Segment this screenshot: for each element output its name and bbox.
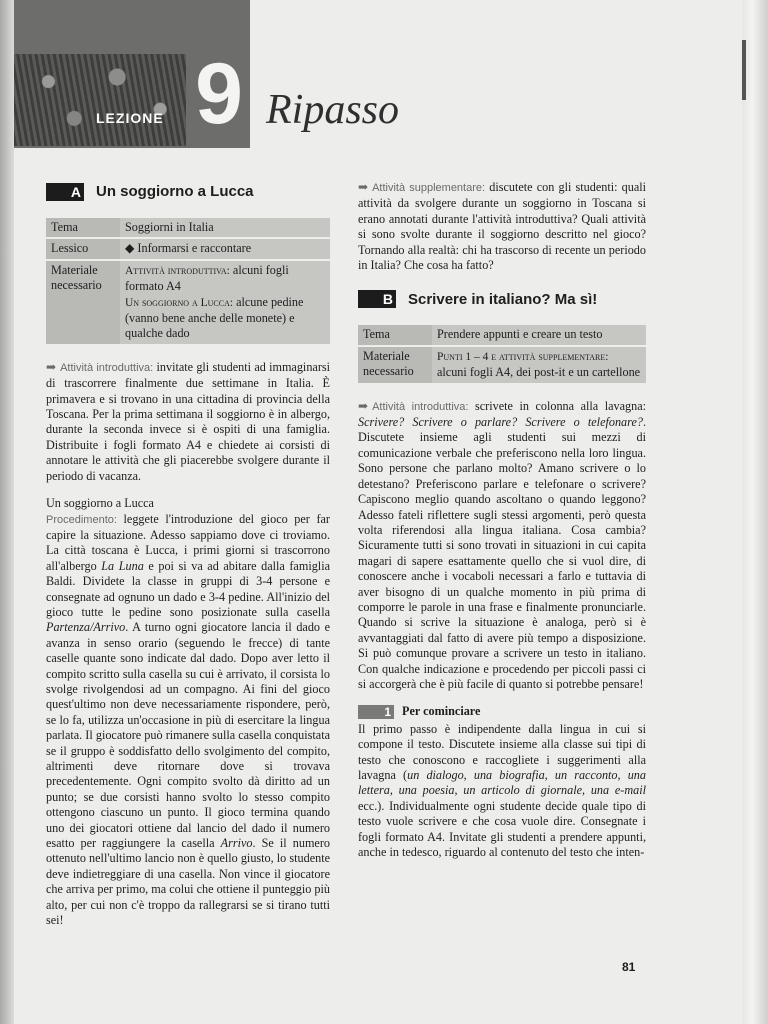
supplementary-text: discutete con gli studenti: quali attività da svolgere durante un soggiorno in Toscana si erano annotati durante l'attività introduttiva? Quali attività si sono svolte durante il soggiorno descritto nel gioco? Tornando alla realtà: chi ha trascorso di recente un periodo in Italia? Che cosa ha fatto? [358, 180, 647, 273]
step-1-emphasis: un dialogo, una biografia, un racconto, una lettera, una poesia, un articolo di giornale, una e-mail [358, 768, 646, 798]
table-key: Tema [358, 325, 432, 344]
table-value-sc: Punti 1 – 4 e attività supplementare: [437, 350, 609, 363]
table-row [358, 347, 646, 383]
right-column [358, 180, 646, 872]
table-key: Tema [46, 218, 120, 237]
table-value: Soggiorni in Italia [120, 218, 330, 237]
table-value: ◆ Informarsi e raccontare [120, 239, 330, 258]
table-value-text: alcuni fogli A4, dei post-it e un cartellone [437, 365, 641, 380]
page-title: Ripasso [266, 87, 400, 133]
page-edge [742, 0, 768, 1024]
step-1-text: ecc.). Individualmente ogni studente decide quale tipo di testo vuole scrivere e che cosa vuole dire. Consegnate i fogli formato A4. Invitate gli studenti a prendere appunti, anche in tedesco, riguardo al contenuto del testo che inten- [358, 798, 646, 860]
intro-emphasis-b: Scrivere? Scrivere o parlare? Scrivere o telefonare? [358, 415, 643, 430]
step-1-text: Il primo passo è indipendente dalla lingua in cui si compone il testo. Discutete insieme alla classe sui tipi di testo che conoscono e raccogliete i suggerimenti alla lavagna ( [358, 721, 646, 782]
procedure-text: . A turno ogni giocatore lancia il dado e avanza in senso orario (seguendo le frecce) di tante caselle quante sono indicate dal dado. Dopo aver letto il compito scritto sulla casella su cui è arrivato, il corsista lo svolge rivolgendosi ad un compagno. Ai fini del gioco quest'ultimo non deve necessariamente rispondere, però, se lo fa, utilizza un'occasione in più di esercitare la lingua parlata. Il giocatore può rimanere sulla casella conquistata se il gruppo è soddisfatto dello svolgimento del compito, altrimenti deve ritornare dove si trovava precedentemente. Ogni compito svolto dà diritto ad un punto; se due corsisti hanno svolto lo stesso compito ottengono ciascuno un punto. Il gioco termina quando uno dei giocatori ottiene dal lancio del dado il numero esatto per raggiungere la casella [46, 620, 330, 851]
edge-mark [742, 40, 746, 100]
table-value [120, 261, 330, 344]
section-b-table [358, 323, 646, 384]
section-b-heading [358, 287, 646, 311]
procedure-emphasis: Partenza/Arrivo [46, 620, 126, 635]
section-a-heading [46, 180, 330, 204]
intro-text-b: . Discutete insieme agli studenti sui mezzi di comunicazione verbale che preferiscono nella loro lingua. Sono persone che parlano molto? Amano scrivere o lo detestano? Preferiscono parlare e telefonare o scrivere? Capiscono meglio quando ascoltano o quando leggono? Adesso fateli riflettere sugli stessi argomenti, però questa volta riferendosi alla lingua italiana. Cosa cambia? Sicuramente tutti si sono trovati in situazioni in cui capita magari di sapere esattamente quello che si vuol dire, di conoscere anche i vocaboli necessari a farlo e tuttavia di aver bisogno di un qualche momento in più prima di comporre le parole in una frase e finalmente pronunciarle. Quando si scrive la situazione è analoga, però si è avvantaggiati dal fatto di avere più tempo a disposizione. Si può comunque provare a scrivere un testo in italiano. Con qualche indicazione e procedendo per piccoli passi ci si accorgerà che è più facile di quanto si potrebbe pensare! [358, 415, 646, 691]
supplementary-paragraph [358, 180, 646, 273]
table-key: Materiale necessario [46, 261, 120, 344]
intro-paragraph [46, 360, 330, 484]
header-photo [14, 54, 186, 146]
intro-text: invitate gli studenti ad immaginarsi di trascorrere finalmente due settimane in Italia. È primavera e si trovano in una cittadina di provincia della Toscana. Per la prima settimana il soggiorno è in albergo, durante la seconda invece si è ospiti di una famiglia. Distribuite i fogli formato A4 e chiedete ai corsisti di annotare le attività che gli piacerebbe svolgere durante il periodo di vacanza. [46, 359, 331, 483]
lesson-number: 9 [195, 46, 243, 142]
table-value-text: alcune pedine (vanno bene anche delle monete) e qualche dado [125, 294, 304, 341]
procedure-text: e poi si va ad abitare dalla famiglia Baldi. Dividete la classe in gruppi di 3-4 persone e consegnate ad ognuno un dado e 3-4 pedine. All'inizio del gioco tutte le pedine sono posizionate sulla casella [46, 558, 330, 619]
table-value [432, 347, 646, 383]
game-title: Un soggiorno a Lucca [46, 496, 154, 511]
section-a-badge: A [46, 183, 84, 201]
procedure-text: . Se il numero ottenuto nell'ultimo lancio non è quello giusto, lo studente deve indietreggiare di una casella. Non vince il giocatore che arriva per primo, ma colui che ottiene il punteggio più alto, per cui non c'è troppo da rallegrarsi se si tirano tutti sei! [46, 836, 330, 928]
section-b-title: Scrivere in italiano? Ma sì! [408, 290, 598, 308]
arrow-icon: ➡ [358, 180, 369, 194]
table-row [46, 239, 330, 258]
lesson-label: LEZIONE [96, 110, 164, 126]
section-a-title: Un soggiorno a Lucca [96, 183, 254, 201]
arrow-icon: ➡ [358, 398, 369, 413]
arrow-icon: ➡ [46, 359, 57, 374]
supplementary-label: Attività supplementare: [372, 182, 486, 194]
page-gutter [0, 0, 14, 1024]
table-value-text: alcuni fogli formato A4 [125, 262, 289, 294]
table-value-sc: Attività introduttiva: [125, 264, 230, 277]
intro-paragraph-b [358, 399, 646, 693]
intro-text-b: scrivete in colonna alla lavagna: [475, 398, 647, 413]
step-1-heading [358, 704, 646, 719]
intro-label: Attività introduttiva: [60, 361, 154, 374]
procedure-text: leggete l'introduzione del gioco per far capire la situazione. Adesso sappiamo dove ci troviamo. La città toscana è Lucca, i primi giorni si trascorrono all'albergo [46, 511, 330, 573]
table-value-sc: Un soggiorno a Lucca: [125, 296, 234, 309]
table-key: Lessico [46, 239, 120, 258]
procedure-label: Procedimento: [46, 513, 117, 526]
step-1-paragraph [358, 722, 646, 861]
procedure-emphasis: La Luna [101, 558, 144, 573]
step-1-title: Per cominciare [402, 704, 481, 719]
table-row [358, 325, 646, 344]
procedure-paragraph [46, 512, 330, 929]
page-number: 81 [622, 960, 636, 974]
table-value: Prendere appunti e creare un testo [432, 325, 646, 344]
section-b-badge: B [358, 290, 396, 308]
table-row [46, 261, 330, 344]
procedure-emphasis: Arrivo [220, 836, 253, 851]
section-a-table [46, 216, 330, 346]
intro-label-b: Attività introduttiva: [372, 400, 469, 413]
table-key: Materiale necessario [358, 347, 432, 383]
table-row [46, 218, 330, 237]
left-column [46, 180, 330, 940]
step-1-badge: 1 [358, 705, 394, 719]
